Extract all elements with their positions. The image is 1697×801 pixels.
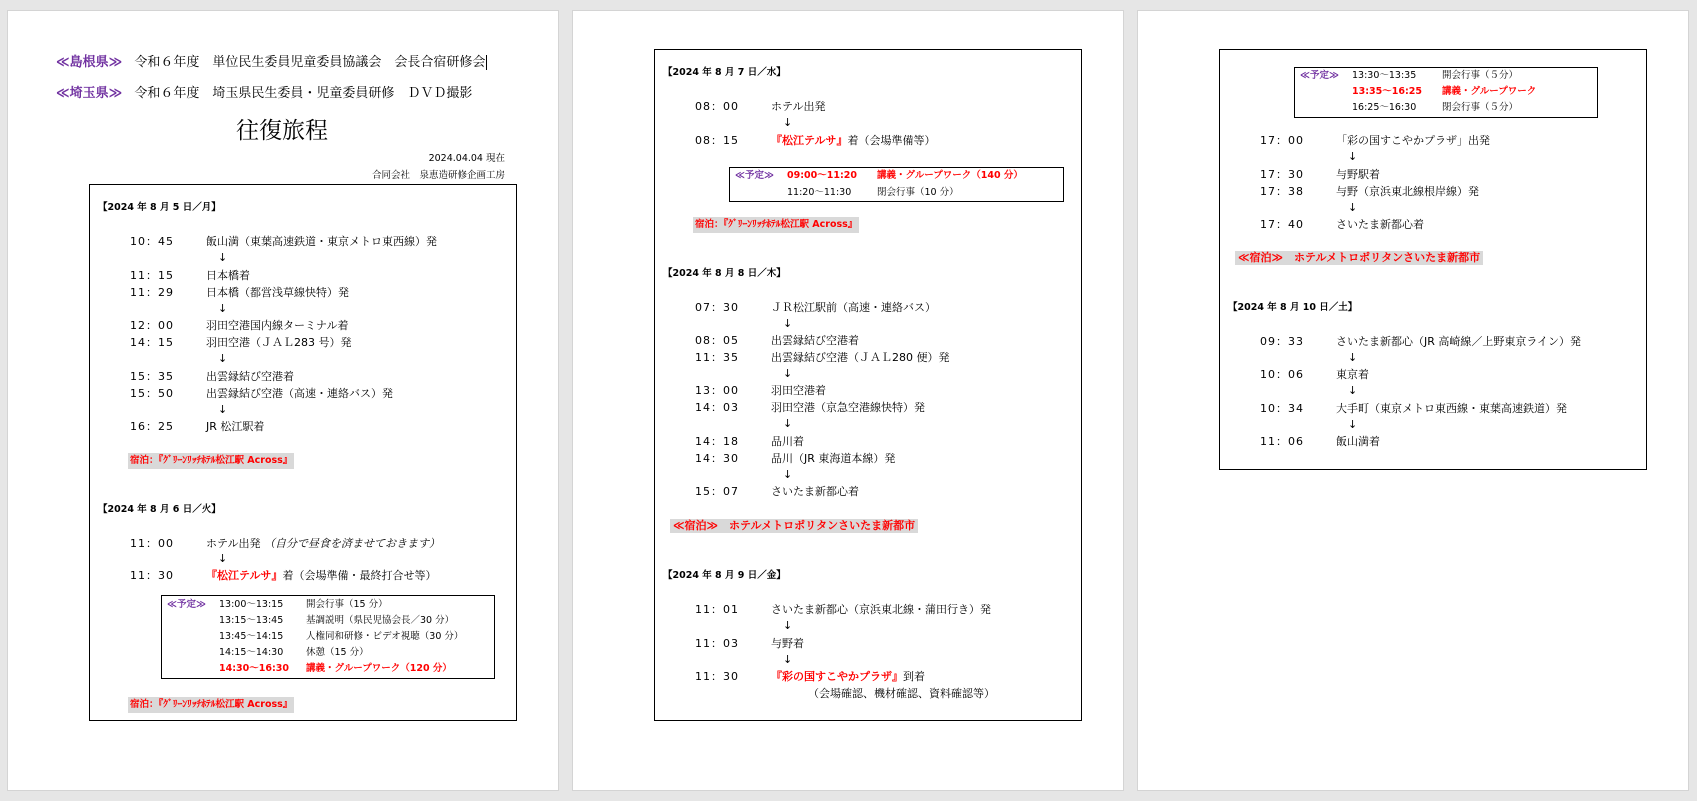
itinerary-row: 09：33 さいたま新都心（JR 高崎線／上野東京ライン）発 (1260, 335, 1582, 348)
day-heading-aug9: 【2024 年 8 月 9 日／金】 (663, 570, 786, 581)
down-arrow-icon: ↓ (1348, 384, 1358, 397)
itinerary-row: 11：03 与野着 (695, 637, 804, 650)
itinerary-row: 17：00 「彩の国すこやかプラザ」出発 (1260, 134, 1490, 147)
itinerary-frame-2 (654, 49, 1082, 721)
plan-label: ≪予定≫ (735, 170, 774, 181)
down-arrow-icon: ↓ (783, 367, 793, 380)
plan-row: 13:35～16:25 講義・グループワーク (1352, 86, 1537, 97)
text-cursor (486, 55, 487, 70)
plan-row: 09:00～11:20 講義・グループワーク（140 分） (787, 170, 1023, 181)
venue-check-note: （会場確認、機材確認、資料確認等） (808, 687, 995, 700)
itinerary-row: 13：00 羽田空港着 (695, 384, 826, 397)
down-arrow-icon: ↓ (218, 552, 228, 565)
itinerary-row: 11：01 さいたま新都心（京浜東北線・蒲田行き）発 (695, 603, 991, 616)
plan-row: 13:00～13:15 開会行事（15 分） (219, 599, 388, 610)
itinerary-row: 14：03 羽田空港（京急空港線快特）発 (695, 401, 925, 414)
plan-label: ≪予定≫ (167, 599, 206, 610)
down-arrow-icon: ↓ (783, 417, 793, 430)
schedule-box-aug6 (161, 595, 495, 679)
down-arrow-icon: ↓ (218, 302, 228, 315)
stay-note: 宿泊：『ｸﾞﾘｰﾝﾘｯﾁﾎﾃﾙ松江駅 Across』 (128, 697, 294, 713)
header-line-saitama (56, 85, 472, 103)
day-heading-aug7: 【2024 年 8 月 7 日／水】 (663, 67, 786, 78)
prefecture-label-saitama: ≪埼玉県≫ (56, 86, 123, 101)
itinerary-row: 15：50 出雲縁結び空港（高速・連絡バス）発 (130, 387, 393, 400)
itinerary-row: 08：00 ホテル出発 (695, 100, 826, 113)
stay-note: ≪宿泊≫ ホテルメトロポリタンさいたま新都市 (670, 519, 918, 533)
down-arrow-icon: ↓ (1348, 201, 1358, 214)
down-arrow-icon: ↓ (783, 468, 793, 481)
day-heading-aug10: 【2024 年 8 月 10 日／土】 (1228, 302, 1358, 313)
company-name: 合同会社 泉恵造研修企画工房 (371, 170, 505, 181)
itinerary-row: 11：15 日本橋着 (130, 269, 250, 282)
document-title: 往復旅程 (236, 118, 328, 144)
header-line-shimane (56, 54, 487, 72)
down-arrow-icon: ↓ (218, 251, 228, 264)
plan-row: 14:15～14:30 休憩（15 分） (219, 647, 369, 658)
schedule-box-aug9 (1294, 67, 1598, 118)
down-arrow-icon: ↓ (1348, 150, 1358, 163)
itinerary-row: 14：30 品川（JR 東海道本線）発 (695, 452, 896, 465)
plan-row: 13:15～13:45 基調説明（県民児協会長／30 分） (219, 615, 455, 626)
as-of-date: 2024.04.04 現在 (428, 153, 505, 164)
plan-row: 13:45～14:15 人権同和研修・ビデオ視聴（30 分） (219, 631, 464, 642)
event-title-saitama: 令和６年度 埼玉県民生委員・児童委員研修 ＤＶＤ撮影 (134, 86, 473, 101)
plan-row: 13:30～13:35 開会行事（５分） (1352, 70, 1519, 81)
itinerary-row: 17：30 与野駅着 (1260, 168, 1380, 181)
itinerary-row: 14：18 品川着 (695, 435, 804, 448)
schedule-box-aug7 (729, 167, 1064, 202)
itinerary-row: 11：29 日本橋（都営浅草線快特）発 (130, 286, 349, 299)
itinerary-row: 11：06 飯山満着 (1260, 435, 1380, 448)
itinerary-row: 16：25 JR 松江駅着 (130, 420, 265, 433)
plan-row: 14:30～16:30 講義・グループワーク（120 分） (219, 663, 452, 674)
plan-row: 16:25～16:30 閉会行事（５分） (1352, 102, 1519, 113)
down-arrow-icon: ↓ (218, 403, 228, 416)
down-arrow-icon: ↓ (1348, 418, 1358, 431)
stay-note: 宿泊：『ｸﾞﾘｰﾝﾘｯﾁﾎﾃﾙ松江駅 Across』 (693, 217, 859, 233)
itinerary-row: 15：35 出雲縁結び空港着 (130, 370, 294, 383)
down-arrow-icon: ↓ (783, 619, 793, 632)
down-arrow-icon: ↓ (783, 116, 793, 129)
itinerary-row: 10：45 飯山満（東葉高速鉄道・東京メトロ東西線）発 (130, 235, 437, 248)
itinerary-row: 11：30 『松江テルサ』着（会場準備・最終打合せ等） (130, 569, 437, 582)
itinerary-row: 11：00 ホテル出発 （自分で昼食を済ませておきます） (130, 537, 440, 550)
itinerary-row: 17：38 与野（京浜東北線根岸線）発 (1260, 185, 1479, 198)
itinerary-row: 11：35 出雲縁結び空港（ＪＡＬ280 便）発 (695, 351, 950, 364)
stay-note: ≪宿泊≫ ホテルメトロポリタンさいたま新都市 (1235, 251, 1483, 265)
document-page-1 (7, 10, 559, 791)
plan-label: ≪予定≫ (1300, 70, 1339, 81)
venue-name: 『彩の国すこやかプラザ』 (771, 670, 903, 683)
day-heading-aug5: 【2024 年 8 月 5 日／月】 (98, 202, 221, 213)
prefecture-label-shimane: ≪島根県≫ (56, 55, 123, 70)
venue-name: 『松江テルサ』 (771, 134, 848, 147)
itinerary-row: 11：30 『彩の国すこやかプラザ』到着 (695, 670, 925, 683)
itinerary-row: 08：05 出雲縁結び空港着 (695, 334, 859, 347)
itinerary-frame-1 (89, 184, 517, 721)
day-heading-aug8: 【2024 年 8 月 8 日／木】 (663, 268, 786, 279)
day-heading-aug6: 【2024 年 8 月 6 日／火】 (98, 504, 221, 515)
down-arrow-icon: ↓ (1348, 351, 1358, 364)
itinerary-row: 15：07 さいたま新都心着 (695, 485, 859, 498)
down-arrow-icon: ↓ (218, 352, 228, 365)
down-arrow-icon: ↓ (783, 653, 793, 666)
itinerary-row: 08：15 『松江テルサ』着（会場準備等） (695, 134, 936, 147)
document-page-2 (572, 10, 1124, 791)
itinerary-row: 10：06 東京着 (1260, 368, 1369, 381)
lunch-note: （自分で昼食を済ませておきます） (263, 537, 440, 550)
itinerary-frame-3 (1219, 49, 1647, 470)
itinerary-row: 17：40 さいたま新都心着 (1260, 218, 1424, 231)
venue-name: 『松江テルサ』 (206, 569, 283, 582)
itinerary-row: 12：00 羽田空港国内線ターミナル着 (130, 319, 349, 332)
plan-row: 11:20～11:30 閉会行事（10 分） (787, 187, 959, 198)
down-arrow-icon: ↓ (783, 317, 793, 330)
document-page-3 (1137, 10, 1689, 791)
itinerary-row: 14：15 羽田空港（ＪＡＬ283 号）発 (130, 336, 352, 349)
stay-note: 宿泊：『ｸﾞﾘｰﾝﾘｯﾁﾎﾃﾙ松江駅 Across』 (128, 453, 294, 469)
itinerary-row: 10：34 大手町（東京メトロ東西線・東葉高速鉄道）発 (1260, 402, 1567, 415)
event-title-shimane: 令和６年度 単位民生委員児童委員協議会 会長合宿研修会 (134, 55, 486, 70)
itinerary-row: 07：30 ＪＲ松江駅前（高速・連絡バス） (695, 301, 936, 314)
